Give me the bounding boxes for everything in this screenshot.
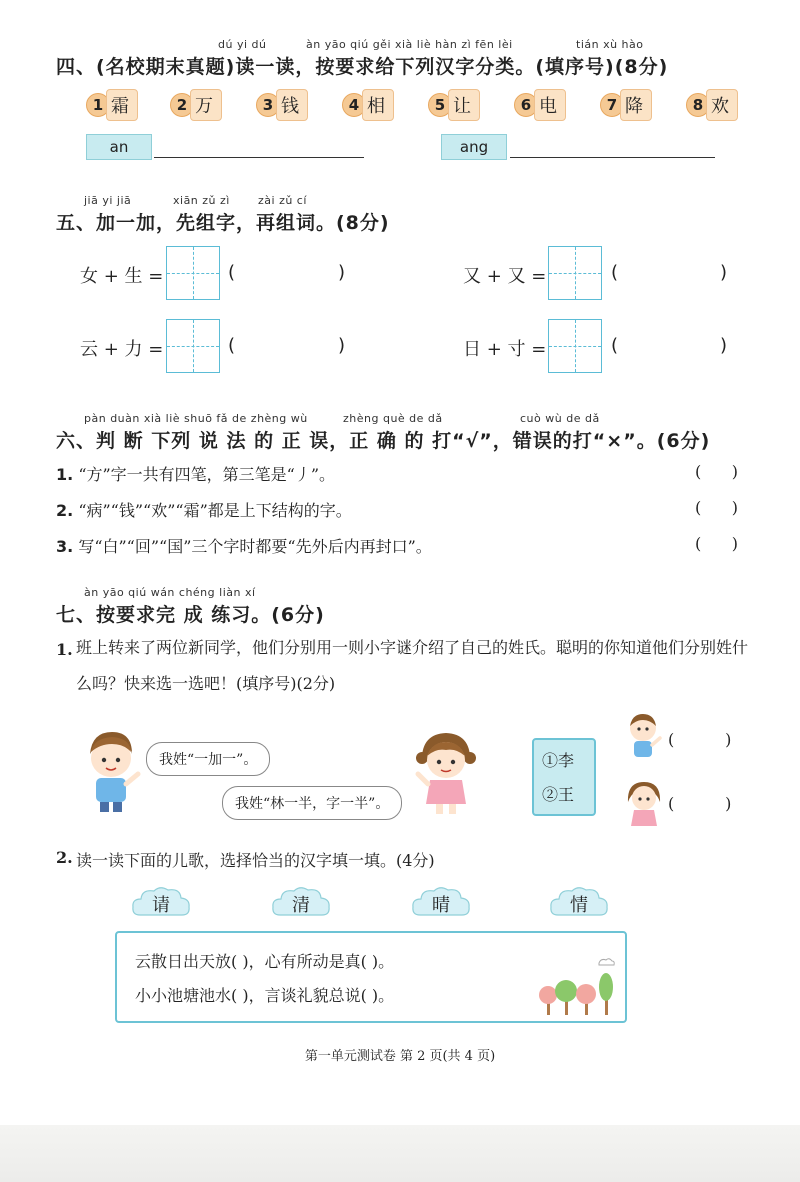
char-grid-3[interactable] (166, 319, 220, 373)
q2-number: 2. (56, 848, 73, 867)
answer-line-an[interactable] (154, 157, 364, 158)
speech-bubble-girl: 我姓“林一半，字一半”。 (222, 786, 402, 820)
pinyin-panduan: pàn duàn xià liè shuō fǎ de zhèng wù (84, 412, 308, 425)
speech-bubble-boy: 我姓“一加一”。 (146, 742, 270, 776)
poem-box (115, 931, 627, 1023)
pinyin-zaizuci: zài zǔ cí (258, 194, 307, 207)
cloud-choice-1 (130, 885, 192, 919)
section5-heading: 五、加一加，先组字，再组词。(8分) (56, 212, 390, 234)
char-item-7 (600, 89, 652, 121)
char-item-3 (256, 89, 308, 121)
choice-li: ①李 (542, 751, 575, 770)
pinyin-xianzuzi: xiān zǔ zì (173, 194, 230, 207)
page-bottom-shade (0, 1125, 800, 1182)
char-grid-4[interactable] (548, 319, 602, 373)
equation-4: 日 + 寸 = (463, 339, 547, 360)
char-grid-2[interactable] (548, 246, 602, 300)
cloud-choice-4 (548, 885, 610, 919)
char-item-number: 1 (86, 93, 110, 117)
cloud-char: 请 (152, 895, 170, 916)
judge-paren-2[interactable]: ( ) (695, 498, 738, 517)
equation-2: 又 + 又 = (463, 266, 547, 287)
char-item-4 (342, 89, 394, 121)
answer-line-ang[interactable] (510, 157, 715, 158)
q2-text: 读一读下面的儿歌，选择恰当的汉字填一填。(4分) (76, 851, 435, 870)
page-footer: 第一单元测试卷 第 2 页(共 4 页) (304, 1049, 496, 1064)
cloud-choice-2 (270, 885, 332, 919)
statement-1: 1. “方”字一共有四笔，第三笔是“丿”。 (56, 465, 336, 484)
char-item-char: 相 (362, 89, 394, 121)
poem-line-1: 云散日出天放( )，心有所动是真( )。 (135, 952, 395, 971)
char-item-2 (170, 89, 222, 121)
char-item-char: 电 (534, 89, 566, 121)
paren-close-2: ) (720, 262, 728, 283)
boy-illustration (80, 728, 142, 814)
char-item-number: 8 (686, 93, 710, 117)
char-grid-1[interactable] (166, 246, 220, 300)
char-item-8 (686, 89, 738, 121)
pinyin-anyaoqiu: àn yāo qiú gěi xià liè hàn zì fēn lèi (306, 38, 513, 51)
paren-close-4: ) (720, 335, 728, 356)
char-item-number: 7 (600, 93, 624, 117)
paren-close-1: ) (338, 262, 346, 283)
trees-illustration (535, 955, 623, 1019)
statement-3: 3. 写“白”“回”“国”三个字时都要“先外后内再封口”。 (56, 537, 432, 556)
statement-2: 2. “病”“钱”“欢”“霜”都是上下结构的字。 (56, 501, 352, 520)
paren-open-3: ( (228, 335, 236, 356)
char-item-number: 6 (514, 93, 538, 117)
judge-paren-1[interactable]: ( ) (695, 462, 738, 481)
pinyin-zhengque: zhèng què de dǎ (343, 412, 443, 425)
char-item-number: 2 (170, 93, 194, 117)
paren-open-4: ( (611, 335, 619, 356)
choice-box (532, 738, 596, 816)
cloud-choice-3 (410, 885, 472, 919)
section7-heading: 七、按要求完 成 练习。(6分) (56, 604, 325, 626)
cloud-char: 晴 (432, 895, 450, 916)
section6-heading: 六、判 断 下列 说 法 的 正 误，正 确 的 打“√”，错误的打“×”。(6分) (56, 430, 711, 452)
char-item-6 (514, 89, 566, 121)
char-item-number: 3 (256, 93, 280, 117)
equation-1: 女 + 生 = (80, 266, 164, 287)
pinyin-jiayijia: jiā yi jiā (84, 194, 132, 207)
boy-small-icon (624, 712, 662, 762)
tag-ang: ang (441, 134, 507, 160)
char-item-5 (428, 89, 480, 121)
char-item-char: 降 (620, 89, 652, 121)
paren-open-1: ( (228, 262, 236, 283)
char-item-char: 欢 (706, 89, 738, 121)
pinyin-cuowu: cuò wù de dǎ (520, 412, 600, 425)
char-item-number: 5 (428, 93, 452, 117)
paren-open-2: ( (611, 262, 619, 283)
char-item-char: 霜 (106, 89, 138, 121)
cloud-char: 清 (292, 895, 310, 916)
poem-line-2: 小小池塘池水( )，言谈礼貌总说( )。 (135, 986, 395, 1005)
answer-paren-girl[interactable]: ( ) (668, 794, 732, 813)
char-item-char: 让 (448, 89, 480, 121)
char-item-char: 钱 (276, 89, 308, 121)
cloud-char: 情 (570, 895, 588, 916)
girl-small-icon (624, 780, 664, 830)
char-item-char: 万 (190, 89, 222, 121)
equation-3: 云 + 力 = (80, 339, 164, 360)
pinyin-tianxuhao: tián xù hào (576, 38, 644, 51)
girl-illustration (414, 728, 478, 816)
tag-an: an (86, 134, 152, 160)
judge-paren-3[interactable]: ( ) (695, 534, 738, 553)
char-item-number: 4 (342, 93, 366, 117)
section4-heading: 四、(名校期末真题)读一读，按要求给下列汉字分类。(填序号)(8分) (56, 56, 669, 78)
q1-text: 班上转来了两位新同学，他们分别用一则小字谜介绍了自己的姓氏。聪明的你知道他们分别姓什么吗？快来选一选吧！(填序号)(2分) (76, 638, 749, 693)
char-item-1 (86, 89, 138, 121)
pinyin-anyaoqiu-wancheng: àn yāo qiú wán chéng liàn xí (84, 586, 256, 599)
q1-number: 1. (56, 640, 73, 659)
pinyin-duyidu: dú yi dú (218, 38, 267, 51)
answer-paren-boy[interactable]: ( ) (668, 730, 732, 749)
choice-wang: ②王 (542, 785, 575, 804)
paren-close-3: ) (338, 335, 346, 356)
